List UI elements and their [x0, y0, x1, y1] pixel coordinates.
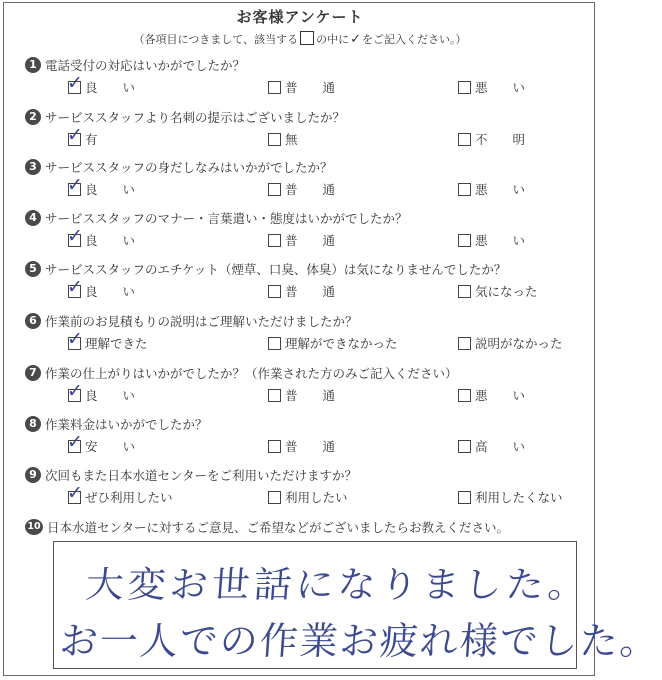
answer-option[interactable]	[458, 231, 525, 249]
answer-checkbox[interactable]	[268, 81, 281, 94]
question-label: 次回もまた日本水道センターをご利用いただけますか？	[45, 468, 358, 483]
question-label: サービススタッフの身だしなみはいかがでしたか？	[45, 160, 333, 175]
handwritten-check-icon: ✓	[67, 173, 83, 196]
answer-option[interactable]	[458, 437, 525, 455]
answer-label: 安 い	[85, 439, 136, 454]
question-3	[25, 158, 595, 197]
answer-option[interactable]	[268, 282, 335, 300]
answer-label: 理解できた	[85, 336, 148, 351]
answer-option[interactable]	[458, 334, 563, 352]
question-number-badge: 9	[25, 467, 41, 483]
answer-label: 気になった	[475, 284, 538, 299]
answer-checkbox[interactable]	[67, 430, 83, 453]
question-9	[25, 466, 595, 505]
answer-option[interactable]	[67, 224, 136, 249]
answer-label: 普 通	[285, 439, 336, 454]
answer-checkbox[interactable]	[458, 81, 471, 94]
handwritten-check-icon: ✓	[67, 327, 83, 350]
answer-label: 良 い	[85, 80, 136, 95]
answer-checkbox[interactable]	[458, 285, 471, 298]
question-number-badge: 7	[25, 365, 41, 381]
question-number-badge: 10	[25, 519, 43, 535]
answer-label: 有	[85, 132, 98, 147]
question-5	[25, 260, 595, 299]
question-text	[25, 209, 595, 227]
question-number-badge: 3	[25, 159, 41, 175]
answer-label: 普 通	[285, 182, 336, 197]
question-2	[25, 108, 595, 147]
answer-label: 利用したくない	[475, 490, 563, 505]
question-label: 電話受付の対応はいかがでしたか？	[45, 58, 246, 73]
answer-checkbox[interactable]	[268, 183, 281, 196]
question-number-badge: 6	[25, 313, 41, 329]
answer-checkbox[interactable]	[67, 481, 83, 504]
answer-label: ぜひ利用したい	[85, 490, 173, 505]
answer-label: 良 い	[85, 233, 136, 248]
answer-option[interactable]	[268, 231, 335, 249]
answer-checkbox[interactable]	[458, 389, 471, 402]
answer-option[interactable]	[67, 275, 136, 300]
question-4	[25, 209, 595, 248]
form-instruction	[0, 31, 600, 47]
question-label: 作業の仕上がりはいかがでしたか？（作業された方のみご記入ください）	[45, 366, 458, 381]
answer-label: 説明がなかった	[475, 336, 563, 351]
answer-label: 悪 い	[475, 182, 526, 197]
comment-line-1: 大変お世話になりました。	[84, 563, 592, 606]
answer-checkbox[interactable]	[67, 71, 83, 94]
answer-checkbox[interactable]	[268, 389, 281, 402]
answer-checkbox[interactable]	[268, 491, 281, 504]
handwritten-check-icon: ✓	[67, 430, 83, 453]
question-7	[25, 364, 595, 403]
answer-option[interactable]	[268, 180, 335, 198]
question-1	[25, 56, 595, 95]
question-label: サービススタッフより名刺の提示はございましたか？	[45, 110, 346, 125]
answer-option[interactable]	[268, 334, 398, 352]
answer-checkbox[interactable]	[458, 133, 471, 146]
question-text	[25, 518, 595, 536]
answer-checkbox[interactable]	[458, 491, 471, 504]
comment-box[interactable]	[53, 541, 662, 669]
answer-option[interactable]	[67, 173, 136, 198]
answer-option[interactable]	[458, 282, 538, 300]
instruction-before: （各項目につきまして、該当する	[133, 33, 299, 46]
answer-checkbox[interactable]	[268, 285, 281, 298]
answer-checkbox[interactable]	[458, 337, 471, 350]
answer-option[interactable]	[67, 430, 136, 455]
answer-option[interactable]	[458, 386, 525, 404]
answer-option[interactable]	[67, 481, 173, 506]
answer-checkbox[interactable]	[268, 234, 281, 247]
handwritten-check-icon: ✓	[67, 481, 83, 504]
answer-label: 普 通	[285, 233, 336, 248]
answer-option[interactable]	[268, 386, 335, 404]
answer-label: 不 明	[475, 132, 526, 147]
question-text	[25, 56, 595, 74]
answer-label: 悪 い	[475, 388, 526, 403]
answer-label: 普 通	[285, 284, 336, 299]
answer-checkbox[interactable]	[458, 183, 471, 196]
answer-option[interactable]	[458, 180, 525, 198]
answer-option[interactable]	[67, 71, 136, 96]
handwritten-check-icon: ✓	[67, 379, 83, 402]
answer-option[interactable]	[458, 488, 563, 506]
question-number-badge: 2	[25, 109, 41, 125]
question-number-badge: 4	[25, 210, 41, 226]
instruction-box-icon	[300, 31, 314, 45]
answer-label: 利用したい	[285, 490, 348, 505]
answer-option[interactable]	[268, 78, 335, 96]
form-title: お客様アンケート	[236, 8, 364, 26]
question-text	[25, 312, 595, 330]
answer-checkbox[interactable]	[67, 123, 83, 146]
answer-checkbox[interactable]	[67, 327, 83, 350]
answer-checkbox[interactable]	[67, 379, 83, 402]
handwritten-check-icon: ✓	[67, 71, 83, 94]
question-text	[25, 466, 595, 484]
answer-option[interactable]	[67, 327, 148, 352]
answer-checkbox[interactable]	[458, 440, 471, 453]
answer-option[interactable]	[67, 123, 98, 148]
question-label: 日本水道センターに対するご意見、ご希望などがございましたらお教えください。	[47, 520, 510, 535]
answer-checkbox[interactable]	[67, 224, 83, 247]
answer-label: 悪 い	[475, 80, 526, 95]
handwritten-check-icon: ✓	[67, 123, 83, 146]
answer-label: 良 い	[85, 182, 136, 197]
question-8	[25, 415, 595, 454]
answer-label: 良 い	[85, 284, 136, 299]
answer-label: 良 い	[85, 388, 136, 403]
handwritten-check-icon: ✓	[67, 224, 83, 247]
question-text	[25, 364, 595, 382]
answer-option[interactable]	[268, 488, 348, 506]
question-label: サービススタッフのエチケット（煙草、口臭、体臭）は気になりませんでしたか？	[45, 262, 507, 277]
handwritten-check-icon: ✓	[67, 275, 83, 298]
answer-option[interactable]	[458, 130, 525, 148]
question-label: 作業前のお見積もりの説明はご理解いただけましたか？	[45, 314, 358, 329]
question-10	[25, 518, 595, 536]
instruction-after: をご記入ください。）	[361, 33, 467, 46]
question-6	[25, 312, 595, 351]
question-number-badge: 1	[25, 57, 41, 73]
answer-option[interactable]	[268, 437, 335, 455]
answer-label: 高 い	[475, 439, 526, 454]
question-text	[25, 158, 595, 176]
question-text	[25, 260, 595, 278]
answer-label: 普 通	[285, 388, 336, 403]
question-text	[25, 415, 595, 433]
question-label: 作業料金はいかがでしたか？	[45, 417, 208, 432]
answer-option[interactable]	[458, 78, 525, 96]
answer-option[interactable]	[268, 130, 298, 148]
instruction-check-icon: ✓	[350, 32, 361, 47]
answer-checkbox[interactable]	[268, 133, 281, 146]
question-text	[25, 108, 595, 126]
answer-label: 理解ができなかった	[285, 336, 398, 351]
question-number-badge: 5	[25, 261, 41, 277]
instruction-middle: の中に	[316, 33, 350, 46]
answer-label: 無	[285, 132, 298, 147]
answer-checkbox[interactable]	[67, 173, 83, 196]
answer-checkbox[interactable]	[268, 440, 281, 453]
comment-line-2: お一人での作業お疲れ様でした。	[58, 619, 662, 663]
question-label: サービススタッフのマナー・言葉遣い・態度はいかがでしたか？	[45, 211, 408, 226]
answer-checkbox[interactable]	[67, 275, 83, 298]
question-number-badge: 8	[25, 416, 41, 432]
answer-option[interactable]	[67, 379, 136, 404]
answer-checkbox[interactable]	[268, 337, 281, 350]
answer-label: 悪 い	[475, 233, 526, 248]
answer-checkbox[interactable]	[458, 234, 471, 247]
answer-label: 普 通	[285, 80, 336, 95]
